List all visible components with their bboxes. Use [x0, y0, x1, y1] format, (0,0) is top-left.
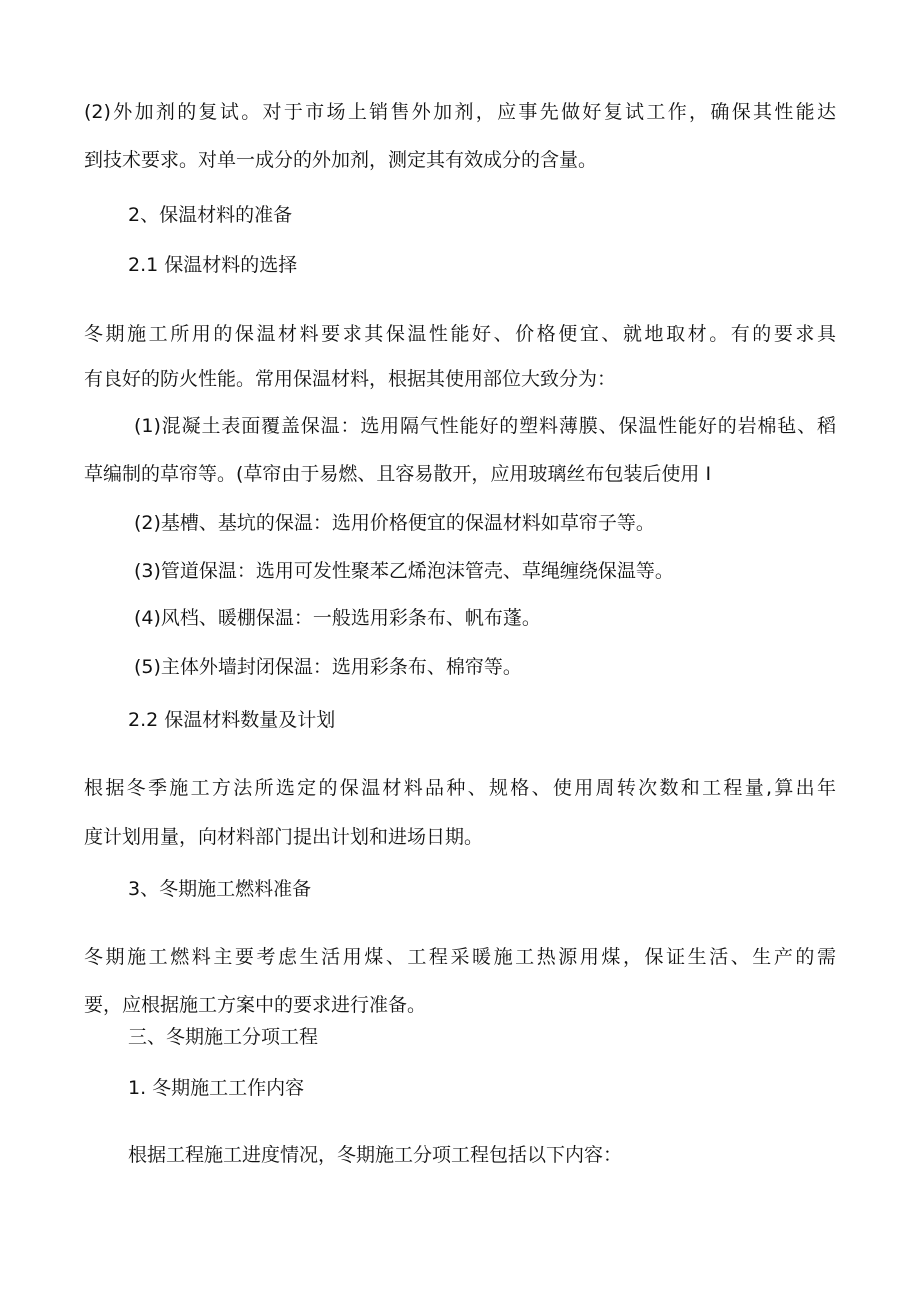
list-item-windbreak: (4)风档、暖棚保温：一般选用彩条布、帆布蓬。	[134, 607, 541, 629]
paragraph-subitems-intro: 根据工程施工进度情况，冬期施工分项工程包括以下内容：	[128, 1144, 623, 1166]
section-heading-winter-subitems: 三、冬期施工分项工程	[128, 1026, 319, 1048]
heading-winter-work-content: 1. 冬期施工工作内容	[128, 1077, 305, 1099]
paragraph-admixture-retest-line2: 到技术要求。对单一成分的外加剂，测定其有效成分的含量。	[84, 149, 598, 171]
paragraph-fuel-line1: 冬期施工燃料主要考虑生活用煤、工程采暖施工热源用煤，保证生活、生产的需	[84, 946, 836, 968]
heading-insulation-quantity: 2.2 保温材料数量及计划	[128, 709, 336, 731]
heading-insulation-prep: 2、保温材料的准备	[128, 204, 293, 226]
list-item-concrete-line2: 草编制的草帘等。(草帘由于易燃、且容易散开，应用玻璃丝布包装后使用 I	[84, 463, 712, 485]
heading-insulation-selection: 2.1 保温材料的选择	[128, 254, 298, 276]
list-item-pipe: (3)管道保温：选用可发性聚苯乙烯泡沫管壳、草绳缠绕保温等。	[134, 560, 674, 582]
list-item-concrete-line1: (1)混凝土表面覆盖保温：选用隔气性能好的塑料薄膜、保温性能好的岩棉毡、稻	[134, 415, 836, 437]
list-item-exterior-wall: (5)主体外墙封闭保温：选用彩条布、棉帘等。	[134, 656, 522, 678]
paragraph-quantity-plan-line2: 度计划用量，向材料部门提出计划和进场日期。	[84, 826, 484, 848]
heading-fuel-prep: 3、冬期施工燃料准备	[128, 878, 312, 900]
paragraph-insulation-req-line2: 有良好的防火性能。常用保温材料，根据其使用部位大致分为：	[84, 368, 617, 390]
paragraph-quantity-plan-line1: 根据冬季施工方法所选定的保温材料品种、规格、使用周转次数和工程量,算出年	[84, 777, 836, 799]
paragraph-insulation-req-line1: 冬期施工所用的保温材料要求其保温性能好、价格便宜、就地取材。有的要求具	[84, 323, 836, 345]
paragraph-admixture-retest-line1: (2)外加剂的复试。对于市场上销售外加剂，应事先做好复试工作，确保其性能达	[84, 101, 836, 123]
paragraph-fuel-line2: 要，应根据施工方案中的要求进行准备。	[84, 994, 427, 1016]
list-item-foundation-pit: (2)基槽、基坑的保温：选用价格便宜的保温材料如草帘子等。	[134, 512, 655, 534]
